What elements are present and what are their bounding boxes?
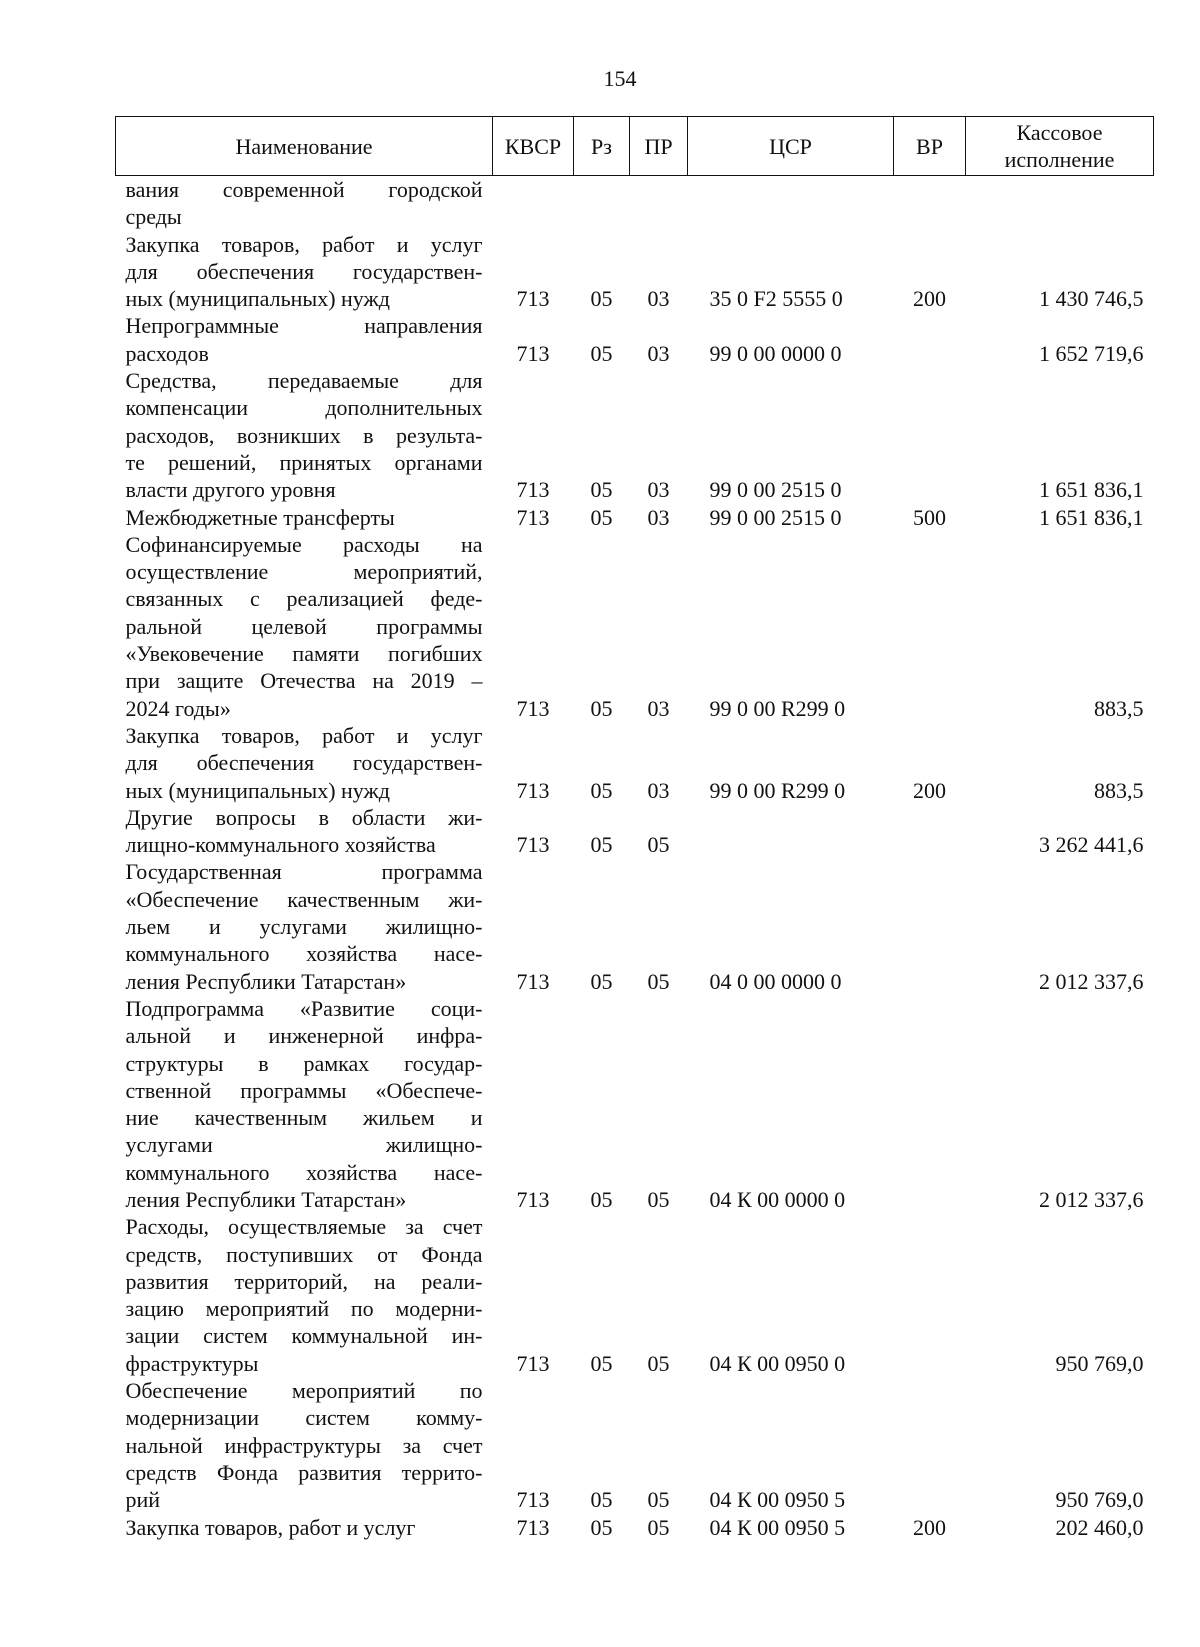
row-name-line: связанных с реализацией феде- <box>125 586 483 612</box>
row-pr: 03 <box>647 504 670 530</box>
row-rz: 05 <box>590 1514 613 1540</box>
row-rz <box>574 176 630 231</box>
row-amount: 883,5 <box>1094 695 1144 721</box>
row-kvsr: 713 <box>516 968 550 994</box>
row-kvsr: 713 <box>516 340 550 366</box>
table-row <box>116 367 1154 503</box>
row-pr: 05 <box>647 1350 670 1376</box>
row-name-line: при защите Отечества на 2019 – <box>125 668 483 694</box>
row-rz: 05 <box>590 695 613 721</box>
row-vr <box>894 1377 966 1513</box>
row-amount: 1 651 836,1 <box>1039 477 1144 503</box>
row-name-line: средств Фонда развития террито- <box>125 1459 483 1485</box>
row-vr <box>894 312 966 367</box>
row-amount <box>966 176 1154 231</box>
row-name-line: осуществление мероприятий, <box>125 559 483 585</box>
table-row <box>116 1514 1154 1541</box>
row-name-line: для обеспечения государствен- <box>125 750 483 776</box>
row-csr: 04 К 00 0000 0 <box>709 1186 846 1212</box>
row-pr: 05 <box>647 832 670 858</box>
table-header <box>116 117 1154 176</box>
row-name-line: ральной целевой программы <box>125 613 483 639</box>
row-pr <box>630 176 688 231</box>
table-row <box>116 1377 1154 1513</box>
row-name <box>116 231 493 313</box>
row-kvsr: 713 <box>516 477 550 503</box>
row-name-line: «Увековечение памяти погибших <box>125 641 483 667</box>
header-rz: Рз <box>574 117 630 176</box>
row-name-line: коммунального хозяйства насе- <box>125 941 483 967</box>
row-csr: 04 К 00 0950 5 <box>709 1487 846 1513</box>
row-name-line: коммунального хозяйства насе- <box>125 1159 483 1185</box>
row-pr: 03 <box>647 477 670 503</box>
row-vr <box>894 995 966 1213</box>
row-kvsr <box>493 176 574 231</box>
row-vr: 200 <box>913 1514 946 1540</box>
row-name-line: ственной программы «Обеспече- <box>125 1077 483 1103</box>
header-csr: ЦСР <box>688 117 894 176</box>
row-rz: 05 <box>590 1186 613 1212</box>
row-name-line: развития территорий, на реали- <box>125 1268 483 1294</box>
row-pr: 05 <box>647 968 670 994</box>
row-vr <box>894 858 966 994</box>
row-amount: 1 430 746,5 <box>1039 286 1144 312</box>
table-row <box>116 858 1154 994</box>
table-row <box>116 531 1154 722</box>
row-name-line: Непрограммные направления <box>125 313 483 339</box>
row-name-line: ние качественным жильем и <box>125 1105 483 1131</box>
page-number: 154 <box>603 66 637 91</box>
table-row <box>116 1213 1154 1377</box>
table-row <box>116 995 1154 1213</box>
row-kvsr: 713 <box>516 695 550 721</box>
row-name <box>116 367 493 503</box>
row-rz: 05 <box>590 340 613 366</box>
row-name-line: власти другого уровня <box>125 477 336 503</box>
row-vr <box>894 531 966 722</box>
row-csr: 99 0 00 2515 0 <box>709 477 842 503</box>
row-pr: 05 <box>647 1514 670 1540</box>
row-amount: 883,5 <box>1094 777 1144 803</box>
row-name-line: расходов <box>125 340 209 366</box>
row-csr: 04 К 00 0950 0 <box>709 1350 846 1376</box>
row-amount: 202 460,0 <box>1055 1514 1144 1540</box>
row-name <box>116 1377 493 1513</box>
header-pr: ПР <box>630 117 688 176</box>
row-amount: 1 652 719,6 <box>1039 340 1144 366</box>
table-body <box>116 176 1154 1541</box>
row-vr: 200 <box>913 777 946 803</box>
header-name: Наименование <box>116 117 493 176</box>
budget-execution-table <box>115 116 1154 1541</box>
row-rz: 05 <box>590 968 613 994</box>
row-name-line: ных (муниципальных) нужд <box>125 777 390 803</box>
row-kvsr: 713 <box>516 1350 550 1376</box>
row-name <box>116 531 493 722</box>
row-name <box>116 176 493 231</box>
row-name-line: фраструктуры <box>125 1350 259 1376</box>
header-kassovoe: Кассовое исполнение <box>966 117 1154 176</box>
row-amount: 1 651 836,1 <box>1039 504 1144 530</box>
row-name-line: Государственная программа <box>125 859 483 885</box>
row-name-line: средств, поступивших от Фонда <box>125 1241 483 1267</box>
row-name-line: Обеспечение мероприятий по <box>125 1378 483 1404</box>
row-vr: 500 <box>913 504 946 530</box>
row-name-line: ных (муниципальных) нужд <box>125 286 390 312</box>
row-rz: 05 <box>590 286 613 312</box>
header-kvsr: КВСР <box>493 117 574 176</box>
row-vr: 200 <box>913 286 946 312</box>
row-amount: 950 769,0 <box>1055 1487 1144 1513</box>
table-row <box>116 722 1154 804</box>
row-csr: 99 0 00 R299 0 <box>709 777 846 803</box>
row-rz: 05 <box>590 777 613 803</box>
row-pr: 03 <box>647 340 670 366</box>
row-kvsr: 713 <box>516 1186 550 1212</box>
row-name-line: услугами жилищно- <box>125 1132 483 1158</box>
row-kvsr: 713 <box>516 286 550 312</box>
row-csr <box>688 804 894 859</box>
row-csr: 04 К 00 0950 5 <box>709 1514 846 1540</box>
row-name-line: Подпрограмма «Развитие соци- <box>125 995 483 1021</box>
row-name-line: «Обеспечение качественным жи- <box>125 886 483 912</box>
row-name <box>116 722 493 804</box>
row-amount: 2 012 337,6 <box>1039 1186 1144 1212</box>
row-name-line: те решений, принятых органами <box>125 449 483 475</box>
row-pr: 03 <box>647 777 670 803</box>
row-rz: 05 <box>590 1487 613 1513</box>
row-rz: 05 <box>590 1350 613 1376</box>
row-pr: 03 <box>647 695 670 721</box>
table-row <box>116 176 1154 231</box>
row-pr: 05 <box>647 1487 670 1513</box>
row-csr: 35 0 F2 5555 0 <box>709 286 843 312</box>
row-name-line: Средства, передаваемые для <box>125 368 483 394</box>
row-rz: 05 <box>590 504 613 530</box>
row-name-line: зации систем коммунальной ин- <box>125 1323 483 1349</box>
row-kvsr: 713 <box>516 832 550 858</box>
row-name-line: льем и услугами жилищно- <box>125 914 483 940</box>
row-pr: 05 <box>647 1186 670 1212</box>
row-kvsr: 713 <box>516 1487 550 1513</box>
row-name-line: ления Республики Татарстан» <box>125 1186 407 1212</box>
row-name-line: компенсации дополнительных <box>125 395 483 421</box>
row-amount: 2 012 337,6 <box>1039 968 1144 994</box>
header-vr: ВР <box>894 117 966 176</box>
row-name-line: 2024 годы» <box>125 695 231 721</box>
row-name <box>116 1514 493 1541</box>
row-name-line: структуры в рамках государ- <box>125 1050 483 1076</box>
row-csr: 99 0 00 0000 0 <box>709 340 842 366</box>
row-name <box>116 995 493 1213</box>
row-rz: 05 <box>590 477 613 503</box>
row-kvsr: 713 <box>516 504 550 530</box>
row-name-line: среды <box>125 204 182 230</box>
row-name-line: ления Республики Татарстан» <box>125 968 407 994</box>
row-name <box>116 1213 493 1377</box>
table-row <box>116 504 1154 531</box>
table-row <box>116 804 1154 859</box>
row-name-line: альной и инженерной инфра- <box>125 1023 483 1049</box>
row-kvsr: 713 <box>516 1514 550 1540</box>
row-vr <box>894 176 966 231</box>
row-name-line: Закупка товаров, работ и услуг <box>125 1514 416 1540</box>
row-name <box>116 504 493 531</box>
row-name-line: Расходы, осуществляемые за счет <box>125 1214 483 1240</box>
row-name-line: зацию мероприятий по модерни- <box>125 1296 483 1322</box>
row-amount: 3 262 441,6 <box>1039 832 1144 858</box>
row-name-line: модернизации систем комму- <box>125 1405 483 1431</box>
row-name-line: лищно-коммунального хозяйства <box>125 832 436 858</box>
row-vr <box>894 804 966 859</box>
row-name <box>116 312 493 367</box>
row-name-line: рий <box>125 1487 161 1513</box>
row-name-line: расходов, возникших в результа- <box>125 422 483 448</box>
row-name-line: Закупка товаров, работ и услуг <box>125 722 483 748</box>
row-vr <box>894 367 966 503</box>
row-vr <box>894 1213 966 1377</box>
row-name <box>116 804 493 859</box>
row-kvsr: 713 <box>516 777 550 803</box>
row-name-line: Межбюджетные трансферты <box>125 504 395 530</box>
row-name-line: Софинансируемые расходы на <box>125 531 483 557</box>
row-csr: 99 0 00 2515 0 <box>709 504 842 530</box>
table-row <box>116 231 1154 313</box>
row-amount: 950 769,0 <box>1055 1350 1144 1376</box>
row-csr: 99 0 00 R299 0 <box>709 695 846 721</box>
row-name-line: Другие вопросы в области жи- <box>125 804 483 830</box>
row-rz: 05 <box>590 832 613 858</box>
row-csr: 04 0 00 0000 0 <box>709 968 842 994</box>
row-name-line: вания современной городской <box>125 177 483 202</box>
table-row <box>116 312 1154 367</box>
row-name <box>116 858 493 994</box>
row-name-line: для обеспечения государствен- <box>125 258 483 284</box>
row-name-line: нальной инфраструктуры за счет <box>125 1432 483 1458</box>
row-name-line: Закупка товаров, работ и услуг <box>125 231 483 257</box>
row-csr <box>688 176 894 231</box>
row-pr: 03 <box>647 286 670 312</box>
